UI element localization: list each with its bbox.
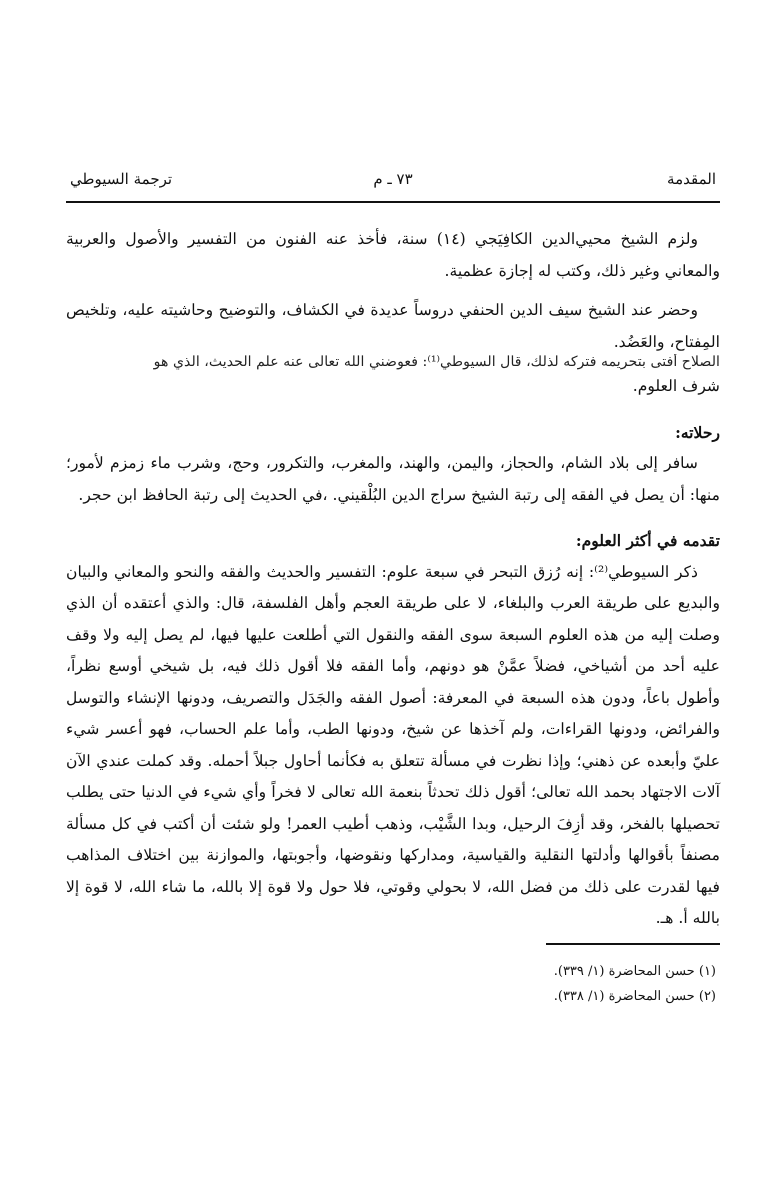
page-number: ٧٣ ـ م	[373, 170, 413, 188]
footnote-2: (٢) حسن المحاضرة (١/ ٣٣٨).	[553, 989, 716, 1004]
paragraph-sciences: ذكر السيوطي⁽²⁾: إنه رُزق التبحر في سبعة علوم: التفسير والحديث والفقه والنحو والمعاني والبيان والبديع على طريقة العرب والبلغاء، لا على طريقة العجم وأهل الفلسفة، قال: والذي أعتقده أن الذي وصلت إليه من هذه العلوم السبعة سوى الفقه والنقول التي أطلعت عليها فيها، لم يصل إليه ولا وقف عليه أحد من أشياخي، فضلاً عمَّنْ هو دونهم، وأما الفقه فلا أقول ذلك فيه، بل شيخي أوسع نظراً، وأطول باعاً، ودون هذه السبعة في المعرفة: أصول الفقه والجَدَل والتصريف، ودونها الإنشاء والتوسل والفرائض، ودونها القراءات، ولم آخذها عن شيخ، ودونها الطب، وأما علم الحساب، فهو أعسر شيء عليّ وأبعده عن ذهني؛ وإذا نظرت في مسألة تتعلق به فكأنما أحاول جبلاً أحمله. وقد كملت عندي الآن آلات الاجتهاد بحمد الله تعالى؛ أقول ذلك تحدثاً بنعمة الله تعالى لا فخراً وأي شيء في الدنيا حتى يطلب تحصيلها بالفخر، وقد أزِفَ الرحيل، وبدا الشَّيْب، وذهب أطيب العمر! ولو شئت أن أكتب في كل مسألة مصنفاً بأقوالها وأدلتها النقلية والقياسية، ومداركها ونقوضها، وأجوبتها، والموازنة بين اختلاف المذاهب فيها لقدرت على ذلك من فضل الله، لا بحولي وقوتي، فلا حول ولا قوة إلا بالله، ما شاء الله، لا قوة إلا بالله أ. هـ.	[66, 562, 720, 927]
main-text	[66, 224, 720, 935]
paragraph-kafiyaji: ولزم الشيخ محيي‌الدين الكافِيَجي (١٤) سنة، فأخذ عنه الفنون من التفسير والأصول والعربية والمعاني وغير ذلك، وكتب له إجازة عظمية.	[66, 230, 720, 280]
heading-sciences: تقدمه في أكثر العلوم:	[575, 531, 720, 550]
header-section-title: المقدمة	[667, 170, 716, 188]
paragraph-salah-fragment: الصلاح أفتى بتحريمه فتركه لذلك، قال السيوطي⁽¹⁾: فعوضني الله تعالى عنه علم الحديث، الذي هو	[153, 354, 720, 370]
heading-travels: رحلاته:	[675, 422, 720, 442]
paragraph-travels: سافر إلى بلاد الشام، والحجاز، واليمن، والهند، والمغرب، والتكرور، وحج، وشرب ماء زمزم لأمور؛ منها: أن يصل في الفقه إلى رتبة الشيخ سراج الدين البُلْقيني. ،في الحديث إلى رتبة الحافظ ابن حجر.	[66, 454, 720, 504]
paragraph-hanafi: وحضر عند الشيخ سيف الدين الحنفي دروساً عديدة في الكشاف، والتوضيح وحاشيته عليه، وتلخيص المِفتاح، والعَضُد.	[66, 301, 720, 351]
footnote-1: (١) حسن المحاضرة (١/ ٣٣٩).	[553, 964, 716, 979]
running-header	[66, 168, 720, 194]
header-book-title: ترجمة السيوطي	[70, 170, 173, 188]
footnotes	[316, 959, 716, 1009]
footnote-rule	[546, 943, 720, 945]
paragraph-sharaf: شرف العلوم.	[632, 377, 720, 395]
header-rule	[66, 201, 720, 203]
